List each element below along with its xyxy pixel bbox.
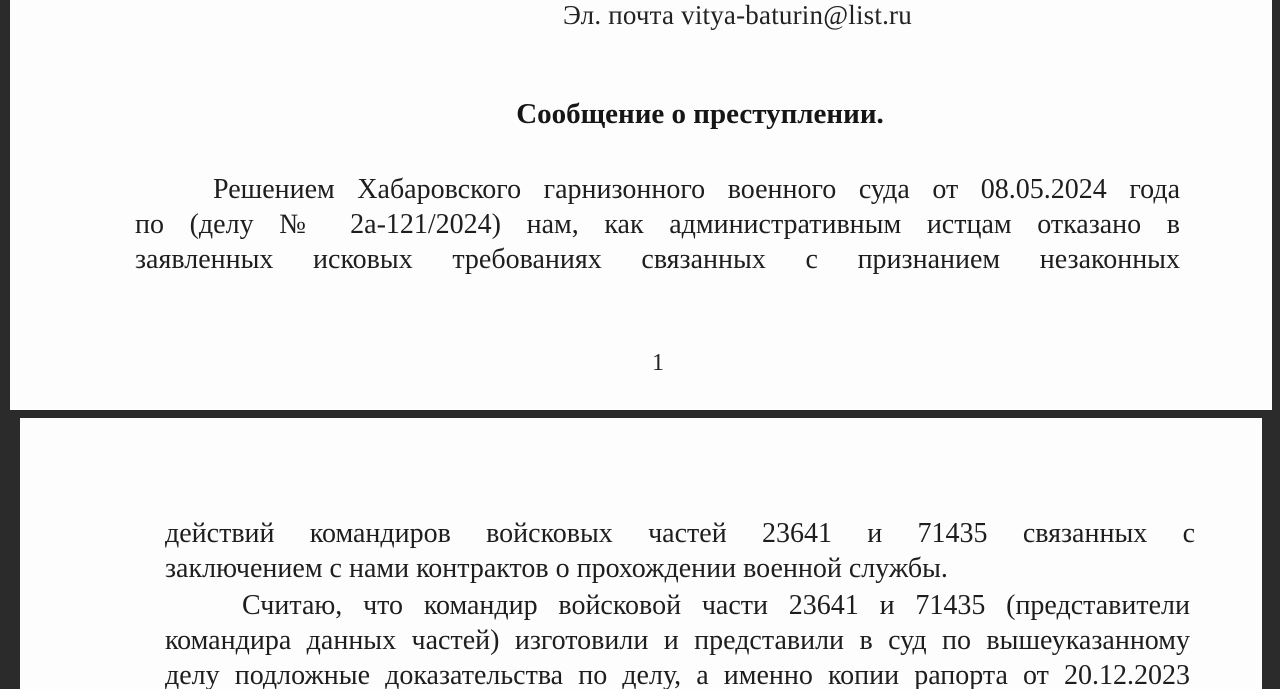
- paragraph-line: Решением Хабаровского гарнизонного военного суда от 08.05.2024 года: [213, 174, 1180, 205]
- document-title: Сообщение о преступлении.: [516, 98, 884, 130]
- document-page-1: [10, 0, 1272, 410]
- paragraph-line: действий командиров войсковых частей 23641 и 71435 связанных с: [165, 518, 1195, 549]
- paragraph-line: делу подложные доказательства по делу, а именно копии рапорта от 20.12.2023: [165, 660, 1190, 689]
- email-line: Эл. почта vitya-baturin@list.ru: [563, 0, 912, 30]
- document-page-2: [20, 418, 1262, 689]
- paragraph-line: заявленных исковых требованиях связанных с признанием незаконных: [135, 244, 1180, 275]
- paragraph-line: заключением с нами контрактов о прохождении военной службы.: [165, 553, 948, 584]
- page-number: 1: [652, 350, 664, 376]
- paragraph-line: по (делу № 2а-121/2024) нам, как административным истцам отказано в: [135, 209, 1180, 240]
- paragraph-line: командира данных частей) изготовили и представили в суд по вышеуказанному: [165, 625, 1190, 656]
- paragraph-line: Считаю, что командир войсковой части 23641 и 71435 (представители: [242, 590, 1190, 621]
